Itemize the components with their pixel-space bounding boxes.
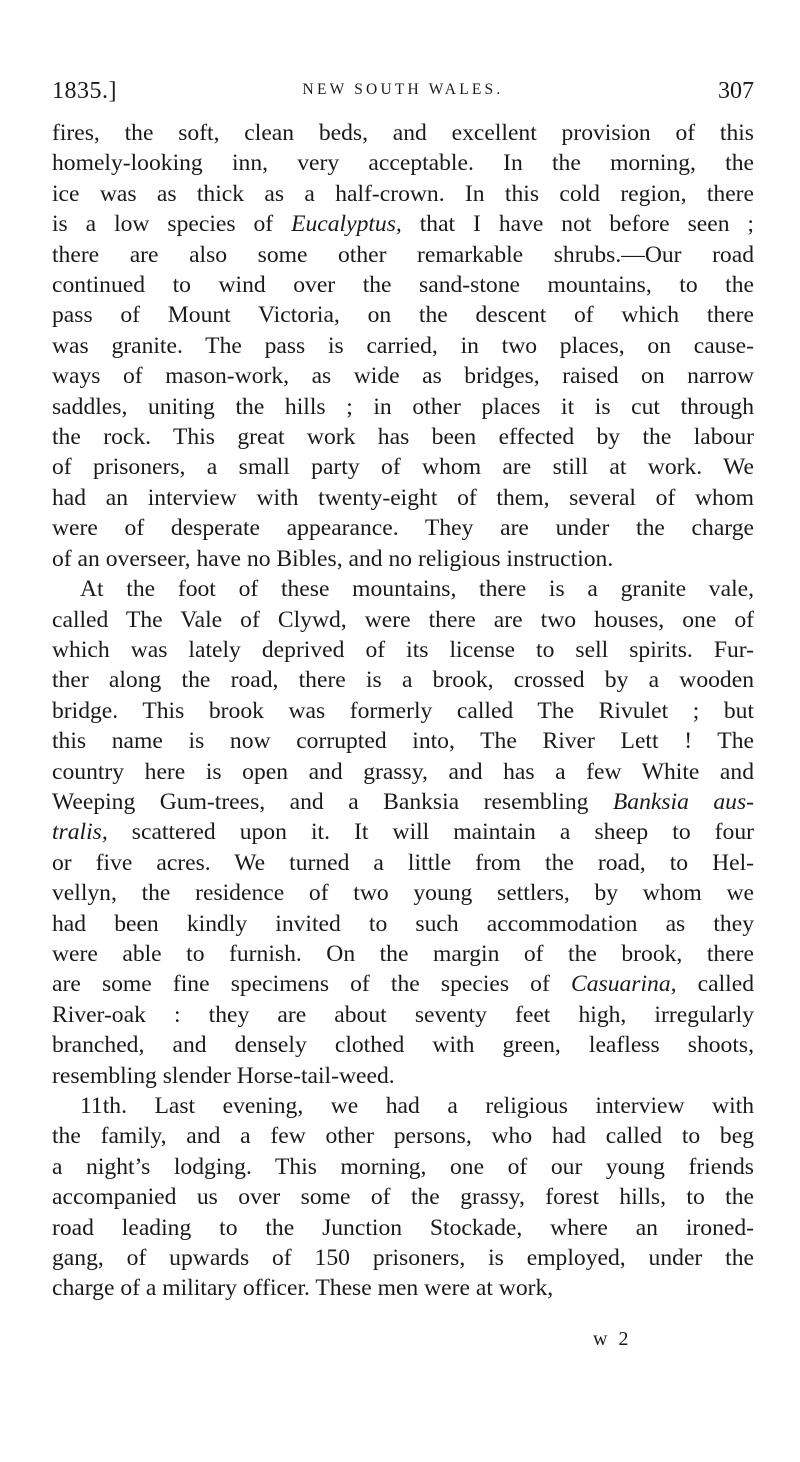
text-run: At the foot of these mountains, there is a granite vale, bbox=[80, 576, 754, 603]
text-run: vellyn, the residence of two young settlers, by whom we bbox=[52, 880, 754, 907]
text-line bbox=[52, 361, 754, 391]
text-run: or five acres. We turned a little from the road, to Hel- bbox=[52, 849, 754, 876]
text-line bbox=[52, 483, 754, 513]
text-line bbox=[52, 696, 754, 726]
text-line bbox=[52, 909, 754, 939]
text-line bbox=[52, 300, 754, 330]
book-page bbox=[52, 78, 754, 1304]
text-line bbox=[52, 1213, 754, 1243]
text-line bbox=[52, 574, 754, 604]
text-run: 11th. Last evening, we had a religious interview with bbox=[80, 1093, 754, 1119]
text-line bbox=[52, 452, 754, 482]
italic-term: tralis, bbox=[52, 819, 108, 846]
text-run: had an interview with twenty-eight of them, several of whom bbox=[52, 484, 754, 511]
text-line bbox=[52, 1152, 754, 1182]
paragraph bbox=[52, 1091, 754, 1304]
text-run: of an overseer, have no Bibles, and no religious instruction. bbox=[52, 545, 614, 572]
text-run: are some fine specimens of the species of bbox=[52, 971, 571, 998]
text-line bbox=[52, 817, 754, 847]
body-text bbox=[52, 118, 754, 1304]
text-line bbox=[52, 787, 754, 817]
text-run: scattered upon it. It will maintain a sheep to four bbox=[107, 819, 754, 846]
text-line bbox=[52, 1000, 754, 1030]
text-run: a night’s lodging. This morning, one of our young friends bbox=[52, 1153, 754, 1180]
text-run: ther along the road, there is a brook, crossed by a wooden bbox=[52, 667, 754, 694]
text-run: called The Vale of Clywd, were there are two houses, one of bbox=[52, 606, 754, 633]
text-run: that I have not before seen ; bbox=[401, 211, 754, 238]
text-run: pass of Mount Victoria, on the descent of which there bbox=[52, 302, 754, 329]
text-run: homely-looking inn, very acceptable. In the morning, the bbox=[52, 150, 754, 177]
text-line bbox=[52, 939, 754, 969]
text-run: were of desperate appearance. They are under the charge bbox=[52, 515, 754, 542]
text-run: road leading to the Junction Stockade, where an ironed- bbox=[52, 1214, 754, 1241]
text-line bbox=[52, 1121, 754, 1151]
text-run: of prisoners, a small party of whom are still at work. We bbox=[52, 454, 754, 481]
text-line bbox=[52, 118, 754, 148]
text-run: is a low species of bbox=[52, 211, 292, 238]
paragraph bbox=[52, 574, 754, 1091]
text-line bbox=[52, 1182, 754, 1212]
text-line bbox=[52, 209, 754, 239]
text-line bbox=[52, 179, 754, 209]
text-run: River-oak : they are about seventy feet high, irregularly bbox=[52, 1001, 754, 1028]
text-run: saddles, uniting the hills ; in other places it is cut through bbox=[52, 393, 754, 420]
text-run: fires, the soft, clean beds, and excellent provision of this bbox=[52, 120, 754, 146]
text-run: ice was as thick as a half-crown. In this cold region, there bbox=[52, 180, 754, 207]
text-line bbox=[52, 148, 754, 178]
text-run: accompanied us over some of the grassy, forest hills, to the bbox=[52, 1184, 754, 1211]
text-run: resembling slender Horse-tail-weed. bbox=[52, 1062, 395, 1089]
text-line bbox=[52, 665, 754, 695]
text-line bbox=[52, 1061, 754, 1091]
text-run: the family, and a few other persons, who had called to beg bbox=[52, 1123, 754, 1150]
italic-term: Casuarina, bbox=[570, 971, 677, 998]
text-line bbox=[52, 878, 754, 908]
text-line bbox=[52, 422, 754, 452]
text-line bbox=[52, 726, 754, 756]
text-run: continued to wind over the sand-stone mountains, to the bbox=[52, 272, 754, 299]
paragraph bbox=[52, 118, 754, 574]
running-head-title: NEW SOUTH WALES. bbox=[302, 81, 504, 98]
text-run: called bbox=[676, 971, 754, 998]
italic-term: Banksia aus- bbox=[612, 788, 754, 815]
text-line bbox=[52, 1091, 754, 1121]
text-run: was granite. The pass is carried, in two places, on cause- bbox=[52, 332, 754, 359]
text-run: bridge. This brook was formerly called The Rivulet ; but bbox=[52, 697, 754, 724]
text-line bbox=[52, 513, 754, 543]
text-line bbox=[52, 848, 754, 878]
text-run: had been kindly invited to such accommodation as they bbox=[52, 910, 754, 937]
text-run: gang, of upwards of 150 prisoners, is employed, under the bbox=[52, 1245, 754, 1272]
text-run: branched, and densely clothed with green, leafless shoots, bbox=[52, 1032, 754, 1059]
text-line bbox=[52, 331, 754, 361]
running-head bbox=[52, 78, 754, 118]
text-run: the rock. This great work has been effected by the labour bbox=[52, 424, 754, 451]
signature-mark: w 2 bbox=[593, 1328, 632, 1350]
text-line bbox=[52, 635, 754, 665]
text-line bbox=[52, 270, 754, 300]
text-run: ways of mason-work, as wide as bridges, raised on narrow bbox=[52, 363, 754, 390]
text-line bbox=[52, 240, 754, 270]
text-run: which was lately deprived of its license to sell spirits. Fur- bbox=[52, 636, 754, 663]
page-number: 307 bbox=[718, 78, 754, 104]
text-run: Weeping Gum-trees, and a Banksia resembling bbox=[52, 788, 613, 815]
text-run: there are also some other remarkable shrubs.—Our road bbox=[52, 241, 754, 268]
text-run: were able to furnish. On the margin of the brook, there bbox=[52, 940, 754, 967]
text-line bbox=[52, 544, 754, 574]
text-line bbox=[52, 1243, 754, 1273]
text-line bbox=[52, 605, 754, 635]
italic-term: Eucalyptus, bbox=[291, 211, 402, 238]
text-line bbox=[52, 757, 754, 787]
text-line bbox=[52, 969, 754, 999]
running-head-year: 1835.] bbox=[52, 78, 117, 104]
text-run: country here is open and grassy, and has a few White and bbox=[52, 758, 754, 785]
text-line bbox=[52, 1030, 754, 1060]
text-line bbox=[52, 1273, 754, 1303]
text-line bbox=[52, 392, 754, 422]
text-run: charge of a military officer. These men were at work, bbox=[52, 1275, 554, 1302]
text-run: this name is now corrupted into, The River Lett ! The bbox=[52, 728, 754, 755]
